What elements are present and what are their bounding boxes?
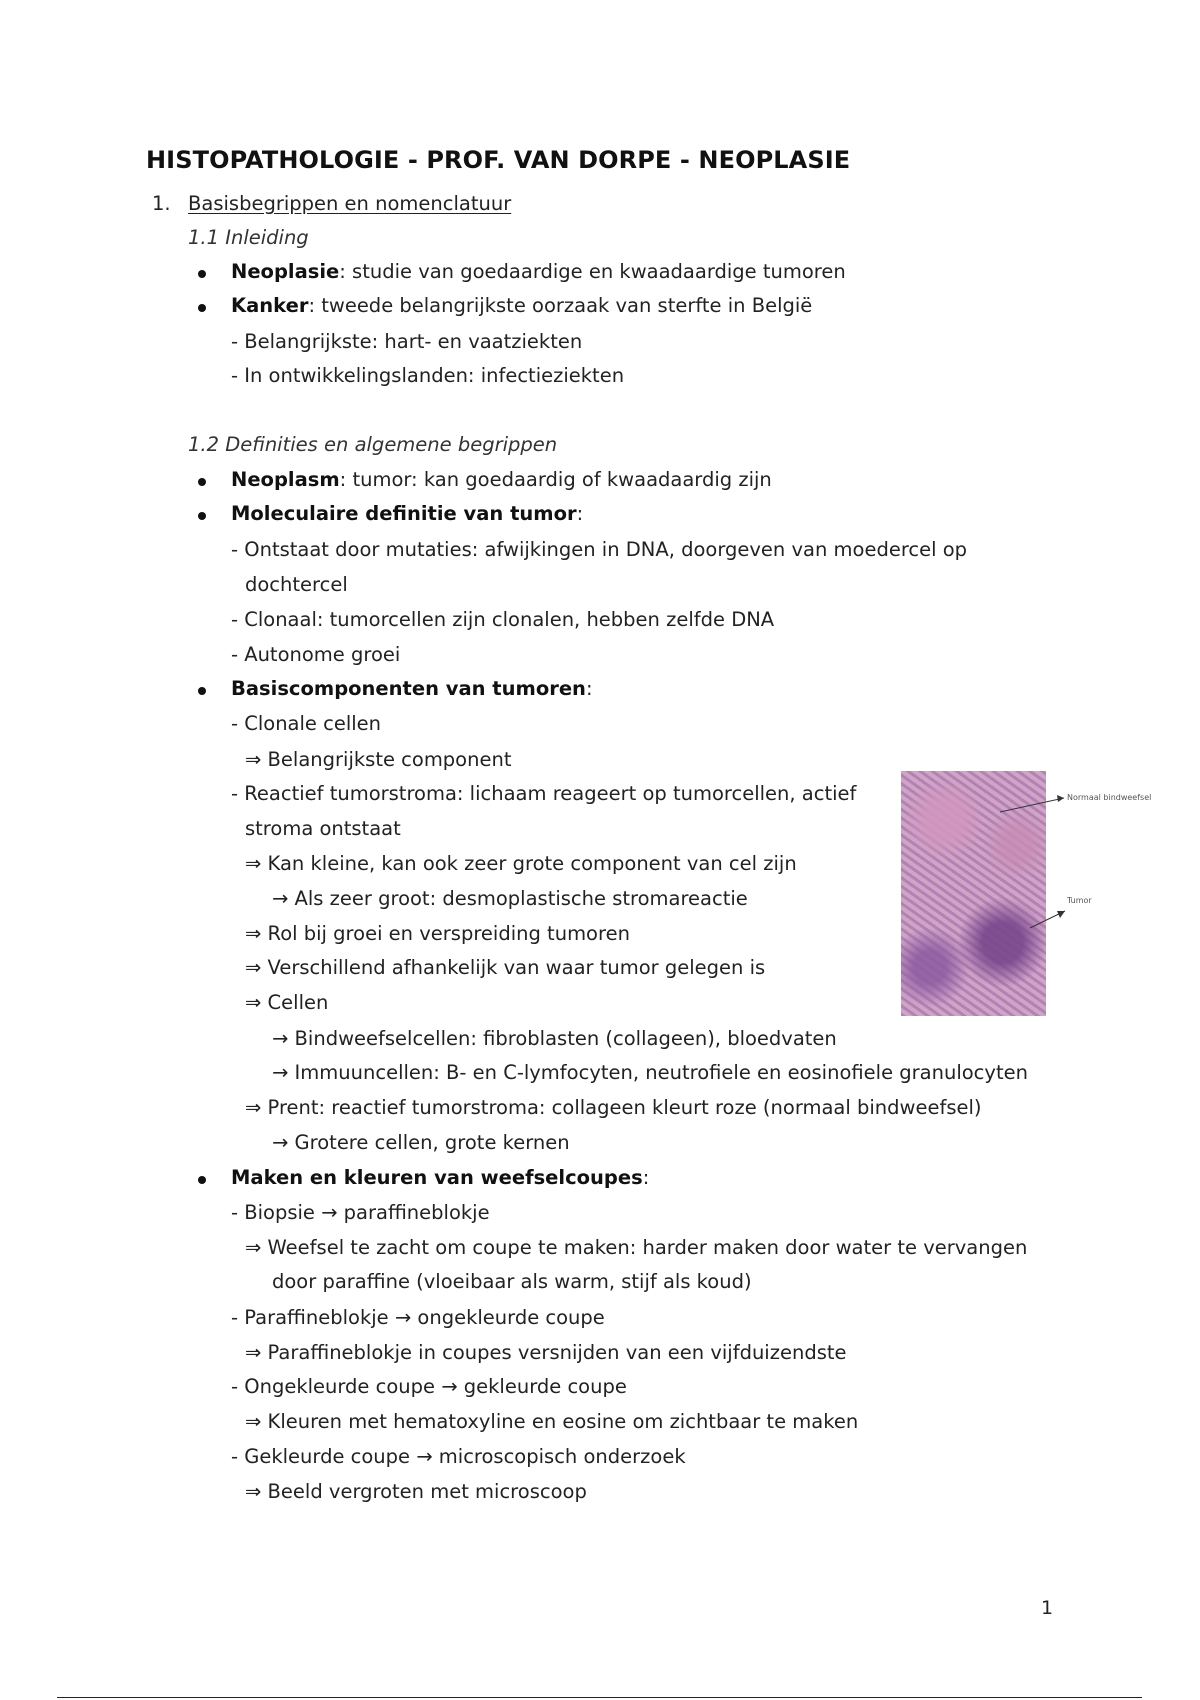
definition: : tumor: kan goedaardig of kwaadaardig zijn (339, 468, 772, 491)
list-subitem: - Paraffineblokje → ongekleurde coupe (231, 1306, 605, 1329)
arrow-subitem: → Immuuncellen: B- en C-lymfocyten, neutrofiele en eosinofiele granulocyten (272, 1061, 1028, 1084)
bullet-icon (198, 512, 206, 520)
list-subitem: - Ontstaat door mutaties: afwijkingen in DNA, doorgeven van moedercel op (231, 538, 968, 561)
list-item-maken-kleuren (231, 1166, 649, 1189)
list-subitem: - Biopsie → paraffineblokje (231, 1201, 490, 1224)
figure-label-tumor: Tumor (1067, 896, 1092, 905)
colon: : (585, 677, 593, 700)
list-subitem-continuation: dochtercel (245, 573, 348, 596)
arrow-item: ⇒ Rol bij groei en verspreiding tumoren (245, 922, 630, 945)
figure-label-normal: Normaal bindweefsel (1067, 793, 1152, 802)
arrow-item: ⇒ Paraffineblokje in coupes versnijden van een vijfduizendste (245, 1341, 847, 1364)
arrow-item: ⇒ Prent: reactief tumorstroma: collageen kleurt roze (normaal bindweefsel) (245, 1096, 982, 1119)
bullet-icon (198, 687, 206, 695)
term: Basiscomponenten van tumoren (231, 677, 586, 700)
list-subitem: - Gekleurde coupe → microscopisch onderzoek (231, 1445, 686, 1468)
list-subitem: - Autonome groei (231, 643, 401, 666)
list-subitem-continuation: stroma ontstaat (245, 817, 401, 840)
term: Moleculaire definitie van tumor (231, 502, 577, 525)
list-subitem: - Clonaal: tumorcellen zijn clonalen, hebben zelfde DNA (231, 608, 775, 631)
bullet-icon (198, 304, 206, 312)
arrow-subitem: → Grotere cellen, grote kernen (272, 1131, 570, 1154)
arrow-item: ⇒ Kan kleine, kan ook zeer grote component van cel zijn (245, 852, 797, 875)
footer-divider (57, 1697, 1142, 1698)
list-item-basiscomponenten (231, 677, 593, 700)
figure-annotation-arrows (1000, 780, 1075, 940)
list-subitem: - Ongekleurde coupe → gekleurde coupe (231, 1375, 627, 1398)
arrow-item: ⇒ Kleuren met hematoxyline en eosine om zichtbaar te maken (245, 1410, 859, 1433)
arrow-subitem: → Bindweefselcellen: fibroblasten (collageen), bloedvaten (272, 1027, 837, 1050)
page-number: 1 (1041, 1597, 1054, 1619)
bullet-icon (198, 270, 206, 278)
list-subitem: - In ontwikkelingslanden: infectieziekten (231, 364, 625, 387)
subsection-heading-inleiding: 1.1 Inleiding (188, 226, 309, 249)
term: Neoplasie (231, 260, 340, 283)
list-item-moleculaire-definitie (231, 502, 583, 525)
list-subitem: - Reactief tumorstroma: lichaam reageert op tumorcellen, actief (231, 782, 857, 805)
list-subitem: - Clonale cellen (231, 712, 382, 735)
term: Maken en kleuren van weefselcoupes (231, 1166, 643, 1189)
term: Neoplasm (231, 468, 340, 491)
colon: : (576, 502, 584, 525)
bullet-icon (198, 478, 206, 486)
arrow-subitem: → Als zeer groot: desmoplastische stromareactie (272, 887, 748, 910)
document-title: HISTOPATHOLOGIE - PROF. VAN DORPE - NEOPLASIE (146, 146, 851, 174)
definition: : studie van goedaardige en kwaadaardige tumoren (339, 260, 846, 283)
arrow-item-continuation: door paraffine (vloeibaar als warm, stijf als koud) (272, 1270, 752, 1293)
definition: : tweede belangrijkste oorzaak van sterfte in België (308, 294, 813, 317)
arrow-item: ⇒ Verschillend afhankelijk van waar tumor gelegen is (245, 956, 766, 979)
list-subitem: - Belangrijkste: hart- en vaatziekten (231, 330, 583, 353)
list-item-neoplasm (231, 468, 772, 491)
section-heading: Basisbegrippen en nomenclatuur (188, 192, 512, 215)
term: Kanker (231, 294, 309, 317)
colon: : (642, 1166, 650, 1189)
bullet-icon (198, 1176, 206, 1184)
section-number: 1. (152, 192, 171, 215)
subsection-heading-definities: 1.2 Definities en algemene begrippen (188, 433, 558, 456)
arrow-item: ⇒ Weefsel te zacht om coupe te maken: harder maken door water te vervangen (245, 1236, 1028, 1259)
arrow-item: ⇒ Belangrijkste component (245, 748, 512, 771)
arrowhead (1057, 795, 1064, 802)
arrow-item: ⇒ Beeld vergroten met microscoop (245, 1480, 587, 1503)
list-item-neoplasie (231, 260, 846, 283)
arrow-item: ⇒ Cellen (245, 991, 329, 1014)
list-item-kanker (231, 294, 812, 317)
arrow-normal-tissue (1000, 798, 1064, 812)
